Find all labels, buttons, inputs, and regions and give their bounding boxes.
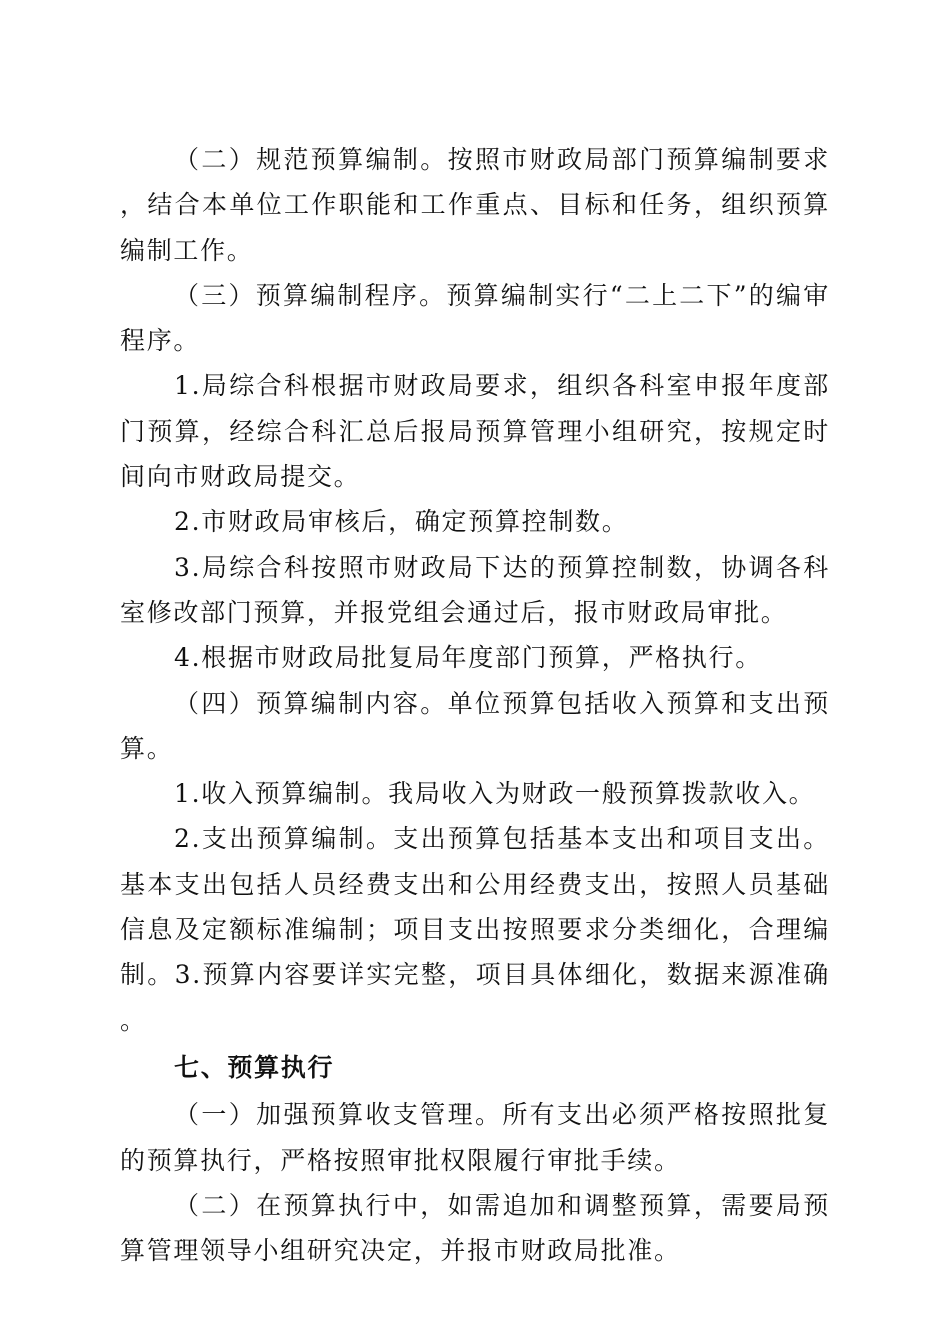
paragraph-income-budget: 1.收入预算编制。我局收入为财政一般预算拨款收入。	[174, 779, 816, 809]
paragraph-strengthen-management: （一）加强预算收支管理。所有支出必须严格按照批复的预算执行，严格按照审批权限履行审批手续。	[120, 1100, 830, 1175]
paragraph-standardize-budget: （二）规范预算编制。按照市财政局部门预算编制要求，结合本单位工作职能和工作重点、目标和任务，组织预算编制工作。	[120, 145, 830, 265]
section-heading-budget-execution: 七、预算执行	[174, 1052, 335, 1082]
paragraph-procedure-step-4: 4.根据市财政局批复局年度部门预算，严格执行。	[174, 643, 762, 673]
paragraph-procedure-step-3: 3.局综合科按照市财政局下达的预算控制数，协调各科室修改部门预算，并报党组会通过后，报市财政局审批。	[120, 552, 830, 627]
paragraph-procedure-step-2: 2.市财政局审核后，确定预算控制数。	[174, 507, 629, 537]
paragraph-budget-content: （四）预算编制内容。单位预算包括收入预算和支出预算。	[120, 688, 830, 763]
document-body	[120, 137, 830, 1273]
paragraph-budget-procedure: （三）预算编制程序。预算编制实行“二上二下”的编审程序。	[120, 280, 830, 356]
paragraph-budget-adjustment: （二）在预算执行中，如需追加和调整预算，需要局预算管理领导小组研究决定，并报市财政局批准。	[120, 1190, 830, 1266]
paragraph-procedure-step-1: 1.局综合科根据市财政局要求，组织各科室申报年度部门预算，经综合科汇总后报局预算管理小组研究，按规定时间向市财政局提交。	[120, 371, 830, 492]
paragraph-expense-budget: 2.支出预算编制。支出预算包括基本支出和项目支出。基本支出包括人员经费支出和公用经费支出，按照人员基础信息及定额标准编制；项目支出按照要求分类细化，合理编制。3.预算内容要详实完整，项目具体细化，数据来源准确。	[120, 824, 830, 1035]
